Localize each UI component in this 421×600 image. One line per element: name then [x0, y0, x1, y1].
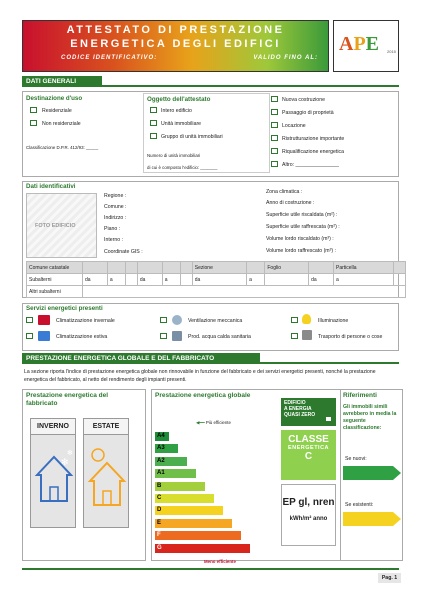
catasto-table [26, 261, 406, 298]
zona-climatica-label: Zona climatica : [266, 189, 303, 195]
nuova-costruzione-label: Nuova costruzione [282, 97, 325, 103]
oggetto-box [143, 93, 270, 173]
globale-title: Prestazione energetica globale [155, 392, 251, 399]
riqualificazione-checkbox[interactable] [271, 148, 278, 154]
piano-label: Piano : [104, 226, 121, 232]
ape-logo: APE 2015 [333, 20, 399, 72]
ep-label: EP gl, nren [282, 497, 335, 508]
ep-box [281, 484, 336, 546]
esistenti-class-arrow [343, 512, 401, 526]
svg-text:✻: ✻ [61, 458, 69, 468]
code-label: CODICE IDENTIFICATIVO: [61, 55, 158, 61]
subalterni-row: Subalterni da a da a da a da a [27, 274, 406, 286]
comune-label: Comune : [104, 204, 127, 210]
energy-class-bar-c: C [155, 494, 214, 503]
altro-checkbox[interactable] [271, 161, 278, 167]
altro-label: Altro: _______________ [282, 162, 339, 168]
servizio-acqua-calda-label: Prod. acqua calda sanitaria [188, 334, 251, 340]
servizi-title: Servizi energetici presenti [26, 305, 103, 312]
residenziale-checkbox[interactable] [30, 107, 37, 113]
cooling-icon [38, 331, 50, 341]
servizio-trasporto-label: Trasporto di persone o cose [318, 334, 383, 340]
residenziale-label: Residenziale [42, 108, 72, 114]
servizio-invernale-label: Climatizzazione invernale [56, 318, 115, 324]
energy-class-bar-g: G [155, 544, 250, 553]
dati-identificativi-title: Dati identificativi [26, 183, 76, 190]
servizio-trasporto-checkbox[interactable] [291, 333, 298, 339]
inverno-house-icon [31, 435, 77, 527]
nuova-costruzione-checkbox[interactable] [271, 96, 278, 102]
svg-text:✻: ✻ [67, 449, 73, 457]
energy-class-bar-a4: A4 [155, 432, 169, 441]
regione-label: Regione : [104, 193, 127, 199]
nzeb-checkbox[interactable] [325, 416, 332, 422]
unita-immobiliare-label: Unità immobiliare [161, 121, 202, 127]
locazione-checkbox[interactable] [271, 122, 278, 128]
classe-energetica-box [281, 430, 336, 480]
ep-unit: kWh/m² anno [289, 516, 328, 522]
oggetto-title: Oggetto dell'attestato [147, 96, 211, 103]
fan-icon [172, 315, 182, 325]
servizio-acqua-calda-checkbox[interactable] [160, 333, 167, 339]
inverno-column [30, 418, 76, 528]
catasto-header-row: Comune catastale Sezione Foglio Particella [27, 262, 406, 274]
section-band-prestazione: PRESTAZIONE ENERGETICA GLOBALE E DEL FABBRICATO [22, 353, 260, 364]
energy-class-bar-a1: A1 [155, 469, 196, 478]
superficie-riscaldata-label: Superficie utile riscaldata (m²) : [266, 212, 338, 218]
unita-immobiliare-checkbox[interactable] [150, 120, 157, 126]
meno-efficiente-label: Meno efficiente [204, 559, 236, 564]
estate-header: ESTATE [84, 419, 128, 435]
heating-icon [38, 315, 50, 325]
ristrutturazione-checkbox[interactable] [271, 135, 278, 141]
energy-class-bar-e: E [155, 519, 232, 528]
servizio-illuminazione-label: Illuminazione [318, 318, 349, 324]
piu-efficiente-label: ◀━━ Più efficiente [196, 420, 231, 425]
band-underline-2 [260, 362, 399, 364]
numero-unita-note-1: Numero di unità immobiliari [147, 153, 201, 158]
energetica-label: ENERGETICA [287, 445, 330, 451]
altri-subalterni-row: Altri subalterni [27, 286, 406, 298]
page-number: Pag. 1 [378, 573, 401, 583]
volume-raffrescato-label: Volume lordo raffrescato (m³) : [266, 248, 336, 254]
superficie-raffrescata-label: Superficie utile raffrescata (m²) : [266, 224, 340, 230]
logo-year: 2015 [387, 49, 396, 54]
classe-label: CLASSE [288, 434, 329, 445]
fabbricato-title: Prestazione energetica del fabbricato [26, 392, 109, 407]
energy-class-bar-a2: A2 [155, 457, 187, 466]
indirizzo-label: Indirizzo : [104, 215, 127, 221]
passaggio-proprieta-checkbox[interactable] [271, 109, 278, 115]
gruppo-unita-checkbox[interactable] [150, 133, 157, 139]
servizio-ventilazione-label: Ventilazione meccanica [188, 318, 243, 324]
energy-class-bar-b: B [155, 482, 205, 491]
title-line-2: ENERGETICA DEGLI EDIFICI [70, 38, 281, 50]
light-bulb-icon [302, 314, 311, 324]
band-underline [102, 85, 399, 87]
water-heater-icon [172, 331, 182, 341]
riqualificazione-label: Riqualificazione energetica [282, 149, 344, 155]
passaggio-proprieta-label: Passaggio di proprietà [282, 110, 334, 116]
anno-costruzione-label: Anno di costruzione : [266, 200, 315, 206]
energy-class-bar-d: D [155, 506, 223, 515]
interno-label: Interno : [104, 237, 124, 243]
classe-value: C [304, 451, 313, 462]
inverno-header: INVERNO [31, 419, 75, 435]
servizio-invernale-checkbox[interactable] [26, 317, 33, 323]
nuovi-class-arrow [343, 466, 401, 480]
servizio-estiva-checkbox[interactable] [26, 333, 33, 339]
non-residenziale-label: Non residenziale [42, 121, 81, 127]
foto-edificio-label: FOTO EDIFICIO [35, 223, 76, 229]
code-row [61, 55, 318, 61]
foto-edificio-placeholder [26, 193, 97, 258]
elevator-icon [302, 330, 312, 340]
servizio-estiva-label: Climatizzazione estiva [56, 334, 108, 340]
ristrutturazione-label: Ristrutturazione importante [282, 136, 345, 142]
coordinate-gis-label: Coordinate GIS : [104, 249, 143, 255]
non-residenziale-checkbox[interactable] [30, 120, 37, 126]
locazione-label: Locazione [282, 123, 306, 129]
title-banner [22, 20, 329, 72]
nzeb-box: EDIFICIO A ENERGIA QUASI ZERO [281, 398, 336, 426]
footer-line [22, 568, 399, 570]
intero-edificio-label: Intero edificio [161, 108, 192, 114]
destinazione-title: Destinazione d'uso [26, 95, 83, 102]
estate-house-icon [84, 435, 130, 527]
section-band-dati-generali: DATI GENERALI [22, 76, 102, 87]
title-line-1: ATTESTATO DI PRESTAZIONE [66, 24, 285, 36]
valid-until-label: VALIDO FINO AL: [253, 55, 318, 61]
intero-edificio-checkbox[interactable] [150, 107, 157, 113]
estate-column [83, 418, 129, 528]
classificazione-field: Classificazione D.P.R. 412/93: _____ [26, 145, 99, 150]
riferimenti-title: Riferimenti [343, 392, 377, 399]
prestazione-intro: La sezione riporta l'indice di prestazione energetica globale non rinnovabile in funzione del fabbricato e dei servizi energetici presenti, nonché la prestazione energetica del fabbricato, al netto del rendimento degli impianti presenti. [24, 369, 376, 383]
se-esistenti-label: Se esistenti: [345, 502, 374, 508]
volume-riscaldato-label: Volume lordo riscaldato (m³) : [266, 236, 334, 242]
numero-unita-note-2: di cui è composto l'edificio: _______ [147, 165, 218, 170]
gruppo-unita-label: Gruppo di unità immobiliari [161, 134, 223, 140]
servizio-ventilazione-checkbox[interactable] [160, 317, 167, 323]
servizio-illuminazione-checkbox[interactable] [291, 317, 298, 323]
se-nuovi-label: Se nuovi: [345, 456, 367, 462]
energy-class-bar-f: F [155, 531, 241, 540]
riferimenti-text: Gli immobili simili avrebbero in media la seguente classificazione: [343, 404, 397, 431]
energy-class-bar-a3: A3 [155, 444, 178, 453]
